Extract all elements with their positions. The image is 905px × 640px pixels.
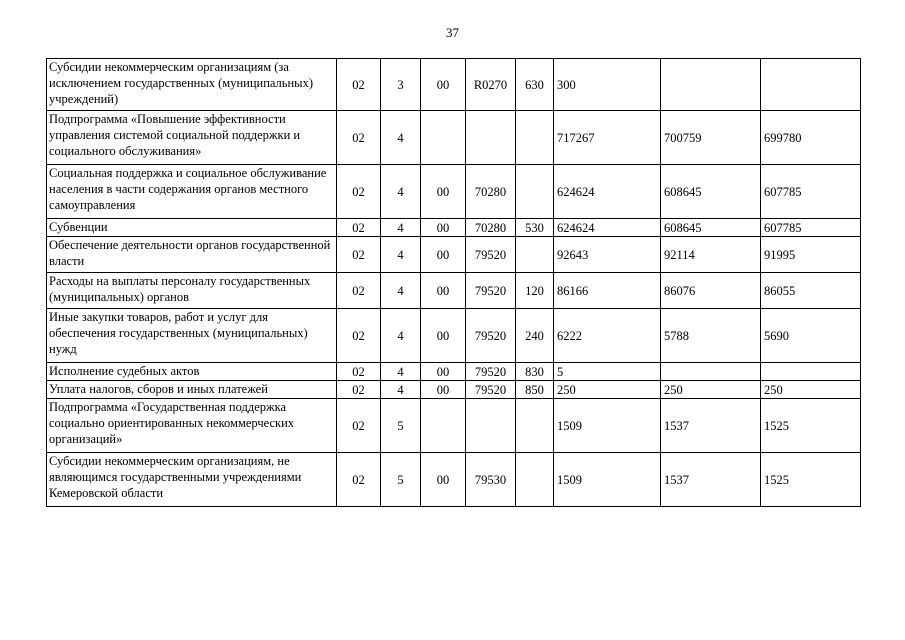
row-name: Расходы на выплаты персоналу государственных (муниципальных) органов — [47, 273, 337, 309]
code-cell: 00 — [421, 59, 466, 111]
code-cell: 4 — [381, 381, 421, 399]
code-cell — [421, 111, 466, 165]
code-cell: 02 — [337, 165, 381, 219]
row-name: Подпрограмма «Повышение эффективности управления системой социальной поддержки и социального обслуживания» — [47, 111, 337, 165]
code-cell: 70280 — [466, 219, 516, 237]
code-cell — [516, 165, 554, 219]
code-cell: 02 — [337, 363, 381, 381]
code-cell: 4 — [381, 273, 421, 309]
code-cell: 830 — [516, 363, 554, 381]
code-cell: 00 — [421, 219, 466, 237]
code-cell: 02 — [337, 309, 381, 363]
amount-cell: 608645 — [661, 219, 761, 237]
code-cell — [516, 111, 554, 165]
code-cell: 79520 — [466, 309, 516, 363]
amount-cell: 250 — [761, 381, 861, 399]
amount-cell: 300 — [554, 59, 661, 111]
amount-cell — [661, 59, 761, 111]
amount-cell: 1525 — [761, 399, 861, 453]
amount-cell: 6222 — [554, 309, 661, 363]
code-cell: 850 — [516, 381, 554, 399]
amount-cell: 1509 — [554, 453, 661, 507]
table-row — [47, 111, 861, 165]
row-name: Иные закупки товаров, работ и услуг для обеспечения государственных (муниципальных) нужд — [47, 309, 337, 363]
code-cell: 00 — [421, 237, 466, 273]
table-row — [47, 219, 861, 237]
code-cell — [421, 399, 466, 453]
code-cell: 120 — [516, 273, 554, 309]
code-cell: R0270 — [466, 59, 516, 111]
amount-cell: 608645 — [661, 165, 761, 219]
code-cell: 02 — [337, 273, 381, 309]
code-cell: 00 — [421, 453, 466, 507]
amount-cell: 86166 — [554, 273, 661, 309]
code-cell: 5 — [381, 399, 421, 453]
table-row — [47, 453, 861, 507]
code-cell: 79520 — [466, 363, 516, 381]
amount-cell: 250 — [554, 381, 661, 399]
row-name: Подпрограмма «Государственная поддержка социально ориентированных некоммерческих организаций» — [47, 399, 337, 453]
code-cell: 70280 — [466, 165, 516, 219]
table-row — [47, 59, 861, 111]
amount-cell: 86055 — [761, 273, 861, 309]
row-name: Обеспечение деятельности органов государственной власти — [47, 237, 337, 273]
amount-cell — [761, 363, 861, 381]
amount-cell: 1509 — [554, 399, 661, 453]
table-row — [47, 237, 861, 273]
table-row — [47, 273, 861, 309]
amount-cell: 699780 — [761, 111, 861, 165]
table-row — [47, 399, 861, 453]
row-name: Субвенции — [47, 219, 337, 237]
amount-cell — [661, 363, 761, 381]
code-cell: 5 — [381, 453, 421, 507]
table-row — [47, 165, 861, 219]
amount-cell: 5690 — [761, 309, 861, 363]
code-cell: 630 — [516, 59, 554, 111]
budget-table — [46, 58, 861, 507]
code-cell: 4 — [381, 309, 421, 363]
amount-cell: 1537 — [661, 453, 761, 507]
code-cell: 4 — [381, 363, 421, 381]
amount-cell: 92114 — [661, 237, 761, 273]
amount-cell: 86076 — [661, 273, 761, 309]
code-cell — [516, 453, 554, 507]
amount-cell: 5788 — [661, 309, 761, 363]
amount-cell: 717267 — [554, 111, 661, 165]
row-name: Социальная поддержка и социальное обслуживание населения в части содержания органов местного самоуправления — [47, 165, 337, 219]
code-cell: 00 — [421, 273, 466, 309]
amount-cell: 624624 — [554, 219, 661, 237]
code-cell: 79520 — [466, 273, 516, 309]
row-name: Уплата налогов, сборов и иных платежей — [47, 381, 337, 399]
amount-cell — [761, 59, 861, 111]
code-cell — [516, 237, 554, 273]
table-row — [47, 381, 861, 399]
code-cell: 4 — [381, 237, 421, 273]
code-cell: 00 — [421, 363, 466, 381]
code-cell: 02 — [337, 219, 381, 237]
code-cell: 79530 — [466, 453, 516, 507]
code-cell: 79520 — [466, 237, 516, 273]
code-cell: 3 — [381, 59, 421, 111]
code-cell: 02 — [337, 237, 381, 273]
code-cell: 240 — [516, 309, 554, 363]
row-name: Субсидии некоммерческим организациям, не являющимся государственными учреждениями Кемеровской области — [47, 453, 337, 507]
table-row — [47, 309, 861, 363]
code-cell — [466, 111, 516, 165]
code-cell: 00 — [421, 381, 466, 399]
code-cell: 4 — [381, 111, 421, 165]
code-cell: 02 — [337, 111, 381, 165]
amount-cell: 1537 — [661, 399, 761, 453]
amount-cell: 91995 — [761, 237, 861, 273]
code-cell: 02 — [337, 453, 381, 507]
code-cell: 02 — [337, 59, 381, 111]
amount-cell: 92643 — [554, 237, 661, 273]
code-cell: 00 — [421, 165, 466, 219]
amount-cell: 5 — [554, 363, 661, 381]
amount-cell: 624624 — [554, 165, 661, 219]
table-row — [47, 363, 861, 381]
code-cell: 02 — [337, 381, 381, 399]
code-cell: 02 — [337, 399, 381, 453]
amount-cell: 700759 — [661, 111, 761, 165]
amount-cell: 1525 — [761, 453, 861, 507]
amount-cell: 607785 — [761, 219, 861, 237]
page-number: 37 — [446, 25, 459, 40]
code-cell — [466, 399, 516, 453]
code-cell: 00 — [421, 309, 466, 363]
code-cell: 79520 — [466, 381, 516, 399]
code-cell: 4 — [381, 219, 421, 237]
amount-cell: 607785 — [761, 165, 861, 219]
code-cell: 530 — [516, 219, 554, 237]
code-cell: 4 — [381, 165, 421, 219]
row-name: Субсидии некоммерческим организациям (за исключением государственных (муниципальных) учреждений) — [47, 59, 337, 111]
amount-cell: 250 — [661, 381, 761, 399]
row-name: Исполнение судебных актов — [47, 363, 337, 381]
code-cell — [516, 399, 554, 453]
